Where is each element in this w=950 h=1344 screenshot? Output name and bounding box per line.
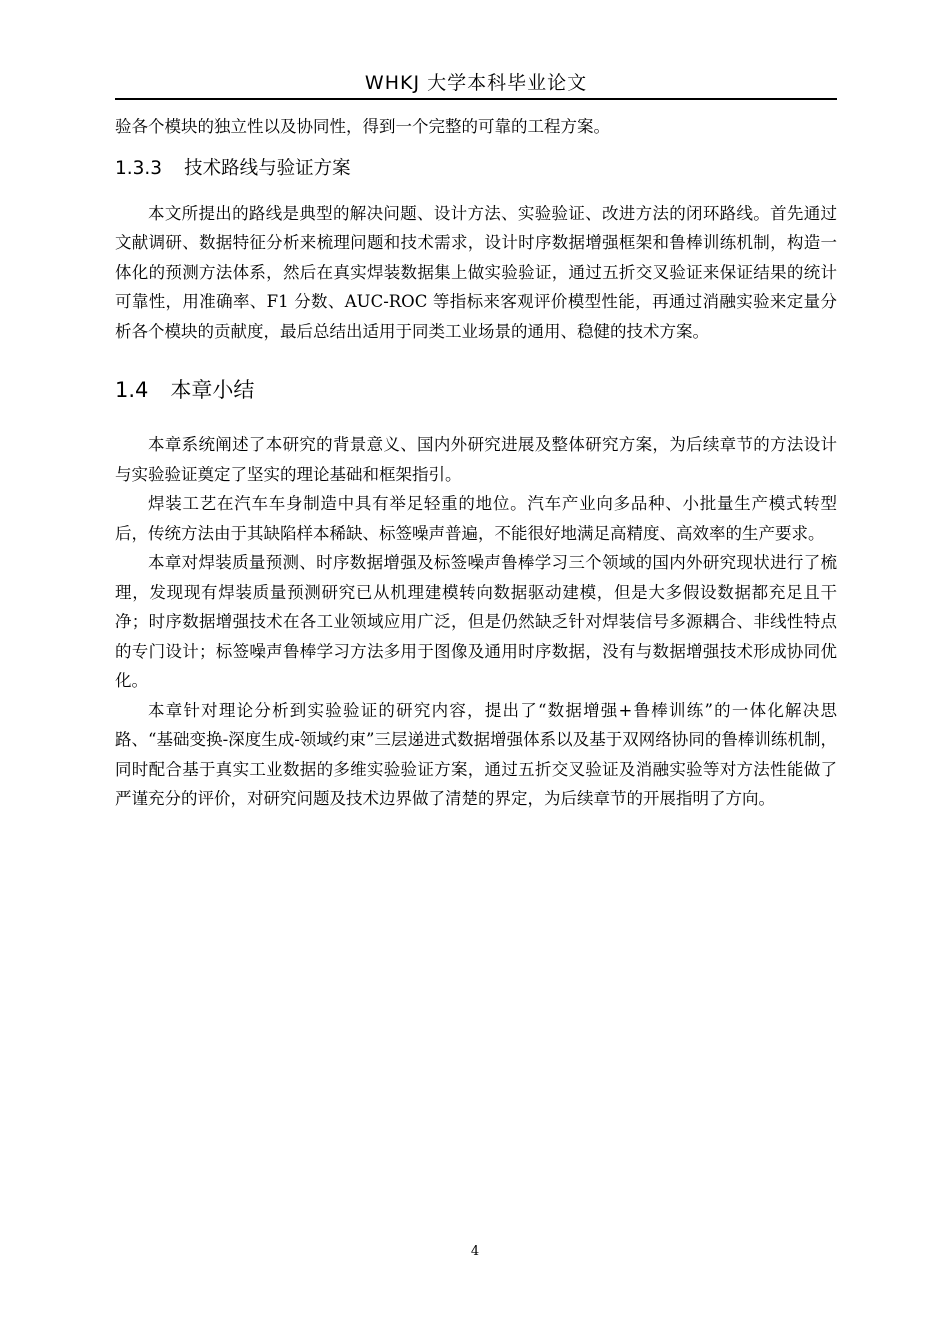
summary-paragraph: 焊装工艺在汽车车身制造中具有举足轻重的地位。汽车产业向多品种、小批量生产模式转型后，传统方法由于其缺陷样本稀缺、标签噪声普遍，不能很好地满足高精度、高效率的生产要求。 xyxy=(115,494,837,543)
page-number: 4 xyxy=(470,1244,480,1259)
section-title: 本章小结 xyxy=(170,378,255,402)
summary-paragraph: 本章针对理论分析到实验验证的研究内容，提出了“数据增强+鲁棒训练”的一体化解决思路、“基础变换-深度生成-领域约束”三层递进式数据增强体系以及基于双网络协同的鲁棒训练机制，同时配合基于真实工业数据的多维实验验证方案，通过五折交叉验证及消融实验等对方法性能做了严谨充分的评价，对研究问题及技术边界做了清楚的界定，为后续章节的开展指明了方向。 xyxy=(115,700,837,808)
summary-paragraph: 本章对焊装质量预测、时序数据增强及标签噪声鲁棒学习三个领域的国内外研究现状进行了梳理，发现现有焊装质量预测研究已从机理建模转向数据驱动建模，但是大多假设数据都充足且干净；时序数据增强技术在各工业领域应用广泛，但是仍然缺乏针对焊装信号多源耦合、非线性特点的专门设计；标签噪声鲁棒学习方法多用于图像及通用时序数据，没有与数据增强技术形成协同优化。 xyxy=(115,553,837,690)
section-heading-1-3-3 xyxy=(115,156,837,182)
section-title: 技术路线与验证方案 xyxy=(184,157,351,179)
continuation-paragraph: 验各个模块的独立性以及协同性，得到一个完整的可靠的工程方案。 xyxy=(115,117,610,136)
technical-route-paragraph: 本文所提出的路线是典型的解决问题、设计方法、实验验证、改进方法的闭环路线。首先通过文献调研、数据特征分析来梳理问题和技术需求，设计时序数据增强框架和鲁棒训练机制，构造一体化的预测方法体系，然后在真实焊装数据集上做实验验证，通过五折交叉验证来保证结果的统计可靠性，用准确率、F1 分数、AUC-ROC 等指标来客观评价模型性能，再通过消融实验来定量分析各个模块的贡献度，最后总结出适用于同类工业场景的通用、稳健的技术方案。 xyxy=(115,203,837,341)
section-number: 1.4 xyxy=(115,378,149,402)
section-heading-1-4 xyxy=(115,376,837,404)
page-header-title: WHKJ 大学本科毕业论文 xyxy=(364,72,588,94)
header-divider xyxy=(115,98,837,100)
section-number: 1.3.3 xyxy=(115,157,163,179)
page-body xyxy=(115,112,837,814)
summary-paragraph: 本章系统阐述了本研究的背景意义、国内外研究进展及整体研究方案，为后续章节的方法设计与实验验证奠定了坚实的理论基础和框架指引。 xyxy=(115,435,837,484)
